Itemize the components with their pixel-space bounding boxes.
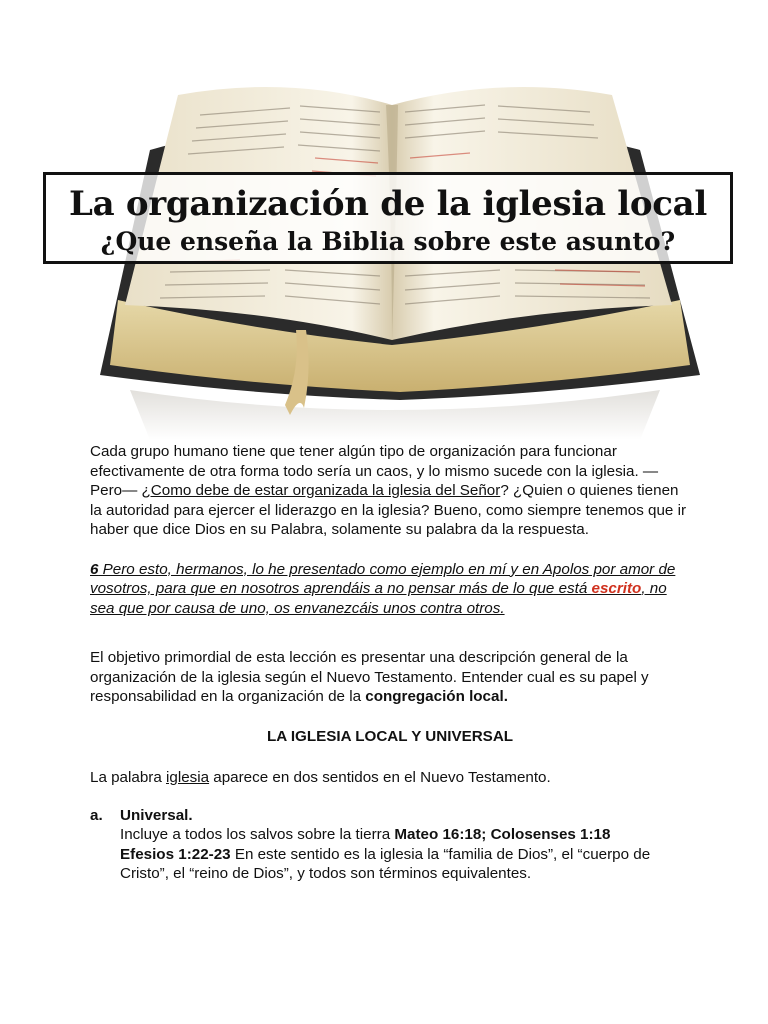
- list-refs-2: Efesios 1:22-23: [120, 845, 231, 863]
- list-line-2: En este sentido es la iglesia la “familia de Dios”, el “cuerpo de Cristo”, el “reino de Dios”, y todos son términos equivalentes.: [120, 845, 651, 882]
- intro-text-1: Cada grupo humano tiene que tener algún tipo de organización para funcionar efectivamente de otra forma todo sería un caos, y lo mismo sucede con la iglesia. —Pero—: [90, 443, 659, 499]
- objective-end: .: [503, 688, 508, 705]
- list-label: Universal.: [120, 806, 193, 824]
- list-description: [120, 825, 690, 884]
- verse-text-1: Pero esto, hermanos, lo he presentado como ejemplo en mí y en Apolos por amor de vosotros, para que en nosotros aprendáis a no pensar más de lo que está: [90, 560, 676, 597]
- intro-text-2: ? ¿Quien o quienes tienen la autoridad para ejercer el liderazgo en la iglesia? Bueno, como siempre tenemos que ir haber que dice Dios en su Palabra, solamente su palabra da la respuesta.: [90, 482, 687, 538]
- palabra-before: La palabra: [90, 769, 166, 786]
- list-marker: a.: [90, 806, 103, 824]
- objective-text: El objetivo primordial de esta lección es presentar una descripción general de la organización de la iglesia según el Nuevo Testamento. Entender cual es su papel y responsabilidad en la organización de la: [90, 649, 649, 705]
- verse-highlight: escrito: [591, 580, 642, 597]
- objective-bold: congregación local: [365, 688, 504, 705]
- palabra-after: aparece en dos sentidos en el Nuevo Testamento.: [209, 769, 551, 786]
- intro-paragraph: [90, 442, 690, 540]
- list-body: [120, 806, 690, 884]
- palabra-word: iglesia: [166, 769, 210, 786]
- palabra-paragraph: [90, 768, 690, 788]
- title-box: [43, 172, 733, 264]
- page-subtitle: ¿Que enseña la Biblia sobre este asunto?: [100, 227, 676, 256]
- document-body: [90, 442, 690, 884]
- intro-question: ¿Como debe de estar organizada la iglesia del Señor: [141, 482, 501, 499]
- scripture-verse: [90, 560, 690, 619]
- page-title: La organización de la iglesia local: [69, 184, 707, 224]
- list-refs-1: Mateo 16:18; Colosenses 1:18: [394, 826, 611, 843]
- verse-number: 6: [90, 560, 99, 578]
- list-item-universal: [90, 806, 690, 884]
- verse-text-2: , no sea que por causa de uno, os envanezcáis unos contra otros.: [90, 580, 667, 617]
- section-heading: LA IGLESIA LOCAL Y UNIVERSAL: [266, 727, 514, 745]
- objective-paragraph: [90, 648, 690, 707]
- list-line-1: Incluye a todos los salvos sobre la tierra: [120, 826, 395, 843]
